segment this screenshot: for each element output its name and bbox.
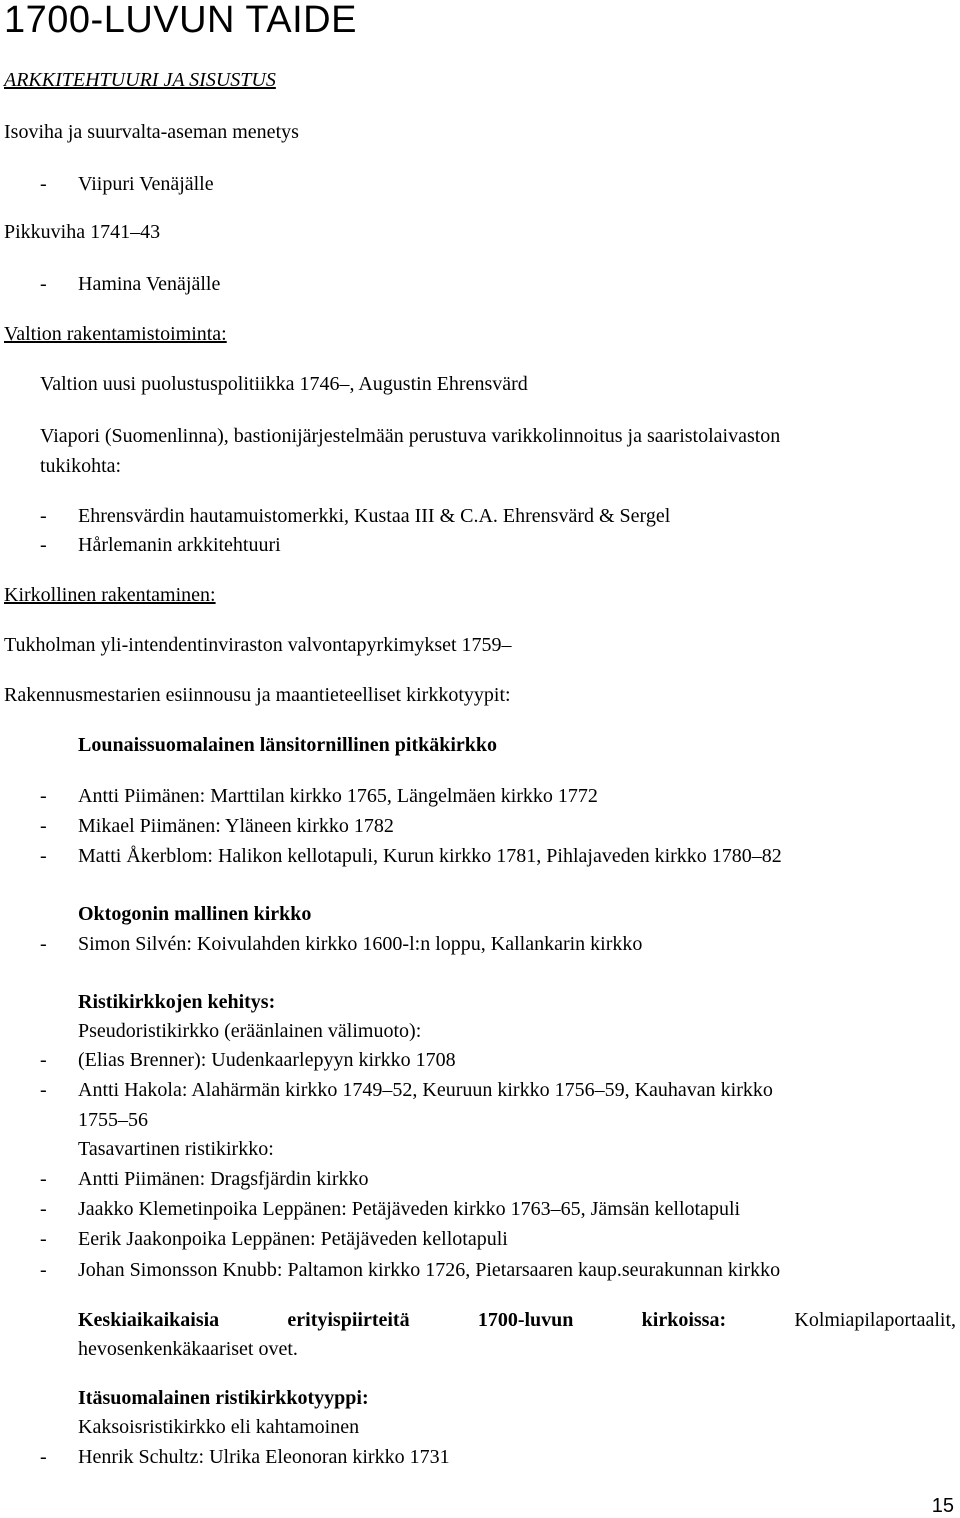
list-dash: - <box>40 1168 47 1190</box>
list-item: Matti Åkerblom: Halikon kellotapuli, Kurun kirkko 1781, Pihlajaveden kirkko 1780–82 <box>78 845 782 867</box>
text-line: Pseudoristikirkko (eräänlainen välimuoto): <box>78 1020 422 1042</box>
paragraph-keskiaika <box>78 1308 956 1332</box>
list-item: Johan Simonsson Knubb: Paltamon kirkko 1726, Pietarsaaren kaup.seurakunnan kirkko <box>78 1259 781 1281</box>
list-item: (Elias Brenner): Uudenkaarlepyyn kirkko 1708 <box>78 1049 456 1071</box>
text-run: Kolmiapilaportaalit, <box>794 1309 956 1331</box>
section-subtitle: ARKKITEHTUURI JA SISUSTUS <box>4 69 276 91</box>
list-dash: - <box>40 1049 47 1071</box>
list-dash: - <box>40 1446 47 1468</box>
list-item: Mikael Piimänen: Yläneen kirkko 1782 <box>78 815 394 837</box>
list-item: Ehrensvärdin hautamuistomerkki, Kustaa III & C.A. Ehrensvärd & Sergel <box>78 505 671 527</box>
page-number: 15 <box>931 1495 954 1517</box>
heading-ristikirkot: Ristikirkkojen kehitys: <box>78 991 276 1013</box>
text-line: Pikkuviha 1741–43 <box>4 221 161 243</box>
list-dash: - <box>40 534 47 556</box>
text-line: Valtion uusi puolustuspolitiikka 1746–, Augustin Ehrensvärd <box>40 373 528 395</box>
list-item: Antti Hakola: Alahärmän kirkko 1749–52, Keuruun kirkko 1756–59, Kauhavan kirkko <box>78 1079 773 1101</box>
text-line: Isoviha ja suurvalta-aseman menetys <box>4 121 299 143</box>
list-dash: - <box>40 933 47 955</box>
text-line: Kaksoisristikirkko eli kahtamoinen <box>78 1416 360 1438</box>
list-dash: - <box>40 173 47 195</box>
list-item: Viipuri Venäjälle <box>78 173 214 195</box>
list-item: Hamina Venäjälle <box>78 273 221 295</box>
text-line: 1755–56 <box>78 1109 148 1131</box>
list-dash: - <box>40 1259 47 1281</box>
list-item: Antti Piimänen: Dragsfjärdin kirkko <box>78 1168 369 1190</box>
text-line: hevosenkenkäkaariset ovet. <box>78 1338 298 1360</box>
list-item: Henrik Schultz: Ulrika Eleonoran kirkko 1731 <box>78 1446 450 1468</box>
text-line: Rakennusmestarien esiinnousu ja maantieteelliset kirkkotyypit: <box>4 684 511 706</box>
list-dash: - <box>40 273 47 295</box>
list-item: Simon Silvén: Koivulahden kirkko 1600-l:n loppu, Kallankarin kirkko <box>78 933 643 955</box>
heading-keskiaika: Keskiaikaikaisia erityispiirteitä 1700-luvun kirkoissa: <box>78 1309 727 1331</box>
list-dash: - <box>40 845 47 867</box>
list-item: Hårlemanin arkkitehtuuri <box>78 534 281 556</box>
text-line: tukikohta: <box>40 455 122 477</box>
list-dash: - <box>40 1079 47 1101</box>
list-item: Eerik Jaakonpoika Leppänen: Petäjäveden kellotapuli <box>78 1228 508 1250</box>
list-dash: - <box>40 1228 47 1250</box>
list-dash: - <box>40 505 47 527</box>
heading-lounaissuomalainen: Lounaissuomalainen länsitornillinen pitkäkirkko <box>78 734 498 756</box>
text-line: Tukholman yli-intendentinviraston valvontapyrkimykset 1759– <box>4 634 512 656</box>
list-dash: - <box>40 1198 47 1220</box>
heading-oktogoni: Oktogonin mallinen kirkko <box>78 903 312 925</box>
list-dash: - <box>40 815 47 837</box>
list-item: Jaakko Klemetinpoika Leppänen: Petäjäveden kirkko 1763–65, Jämsän kellotapuli <box>78 1198 741 1220</box>
text-line: Viapori (Suomenlinna), bastionijärjestelmään perustuva varikkolinnoitus ja saaristolaivaston <box>40 425 781 447</box>
page-title: 1700-LUVUN TAIDE <box>4 0 357 41</box>
heading-valtion: Valtion rakentamistoiminta: <box>4 323 227 345</box>
heading-itasuomalainen: Itäsuomalainen ristikirkkotyyppi: <box>78 1387 369 1409</box>
list-item: Antti Piimänen: Marttilan kirkko 1765, Längelmäen kirkko 1772 <box>78 785 598 807</box>
text-line: Tasavartinen ristikirkko: <box>78 1138 274 1160</box>
heading-kirkollinen: Kirkollinen rakentaminen: <box>4 584 216 606</box>
list-dash: - <box>40 785 47 807</box>
